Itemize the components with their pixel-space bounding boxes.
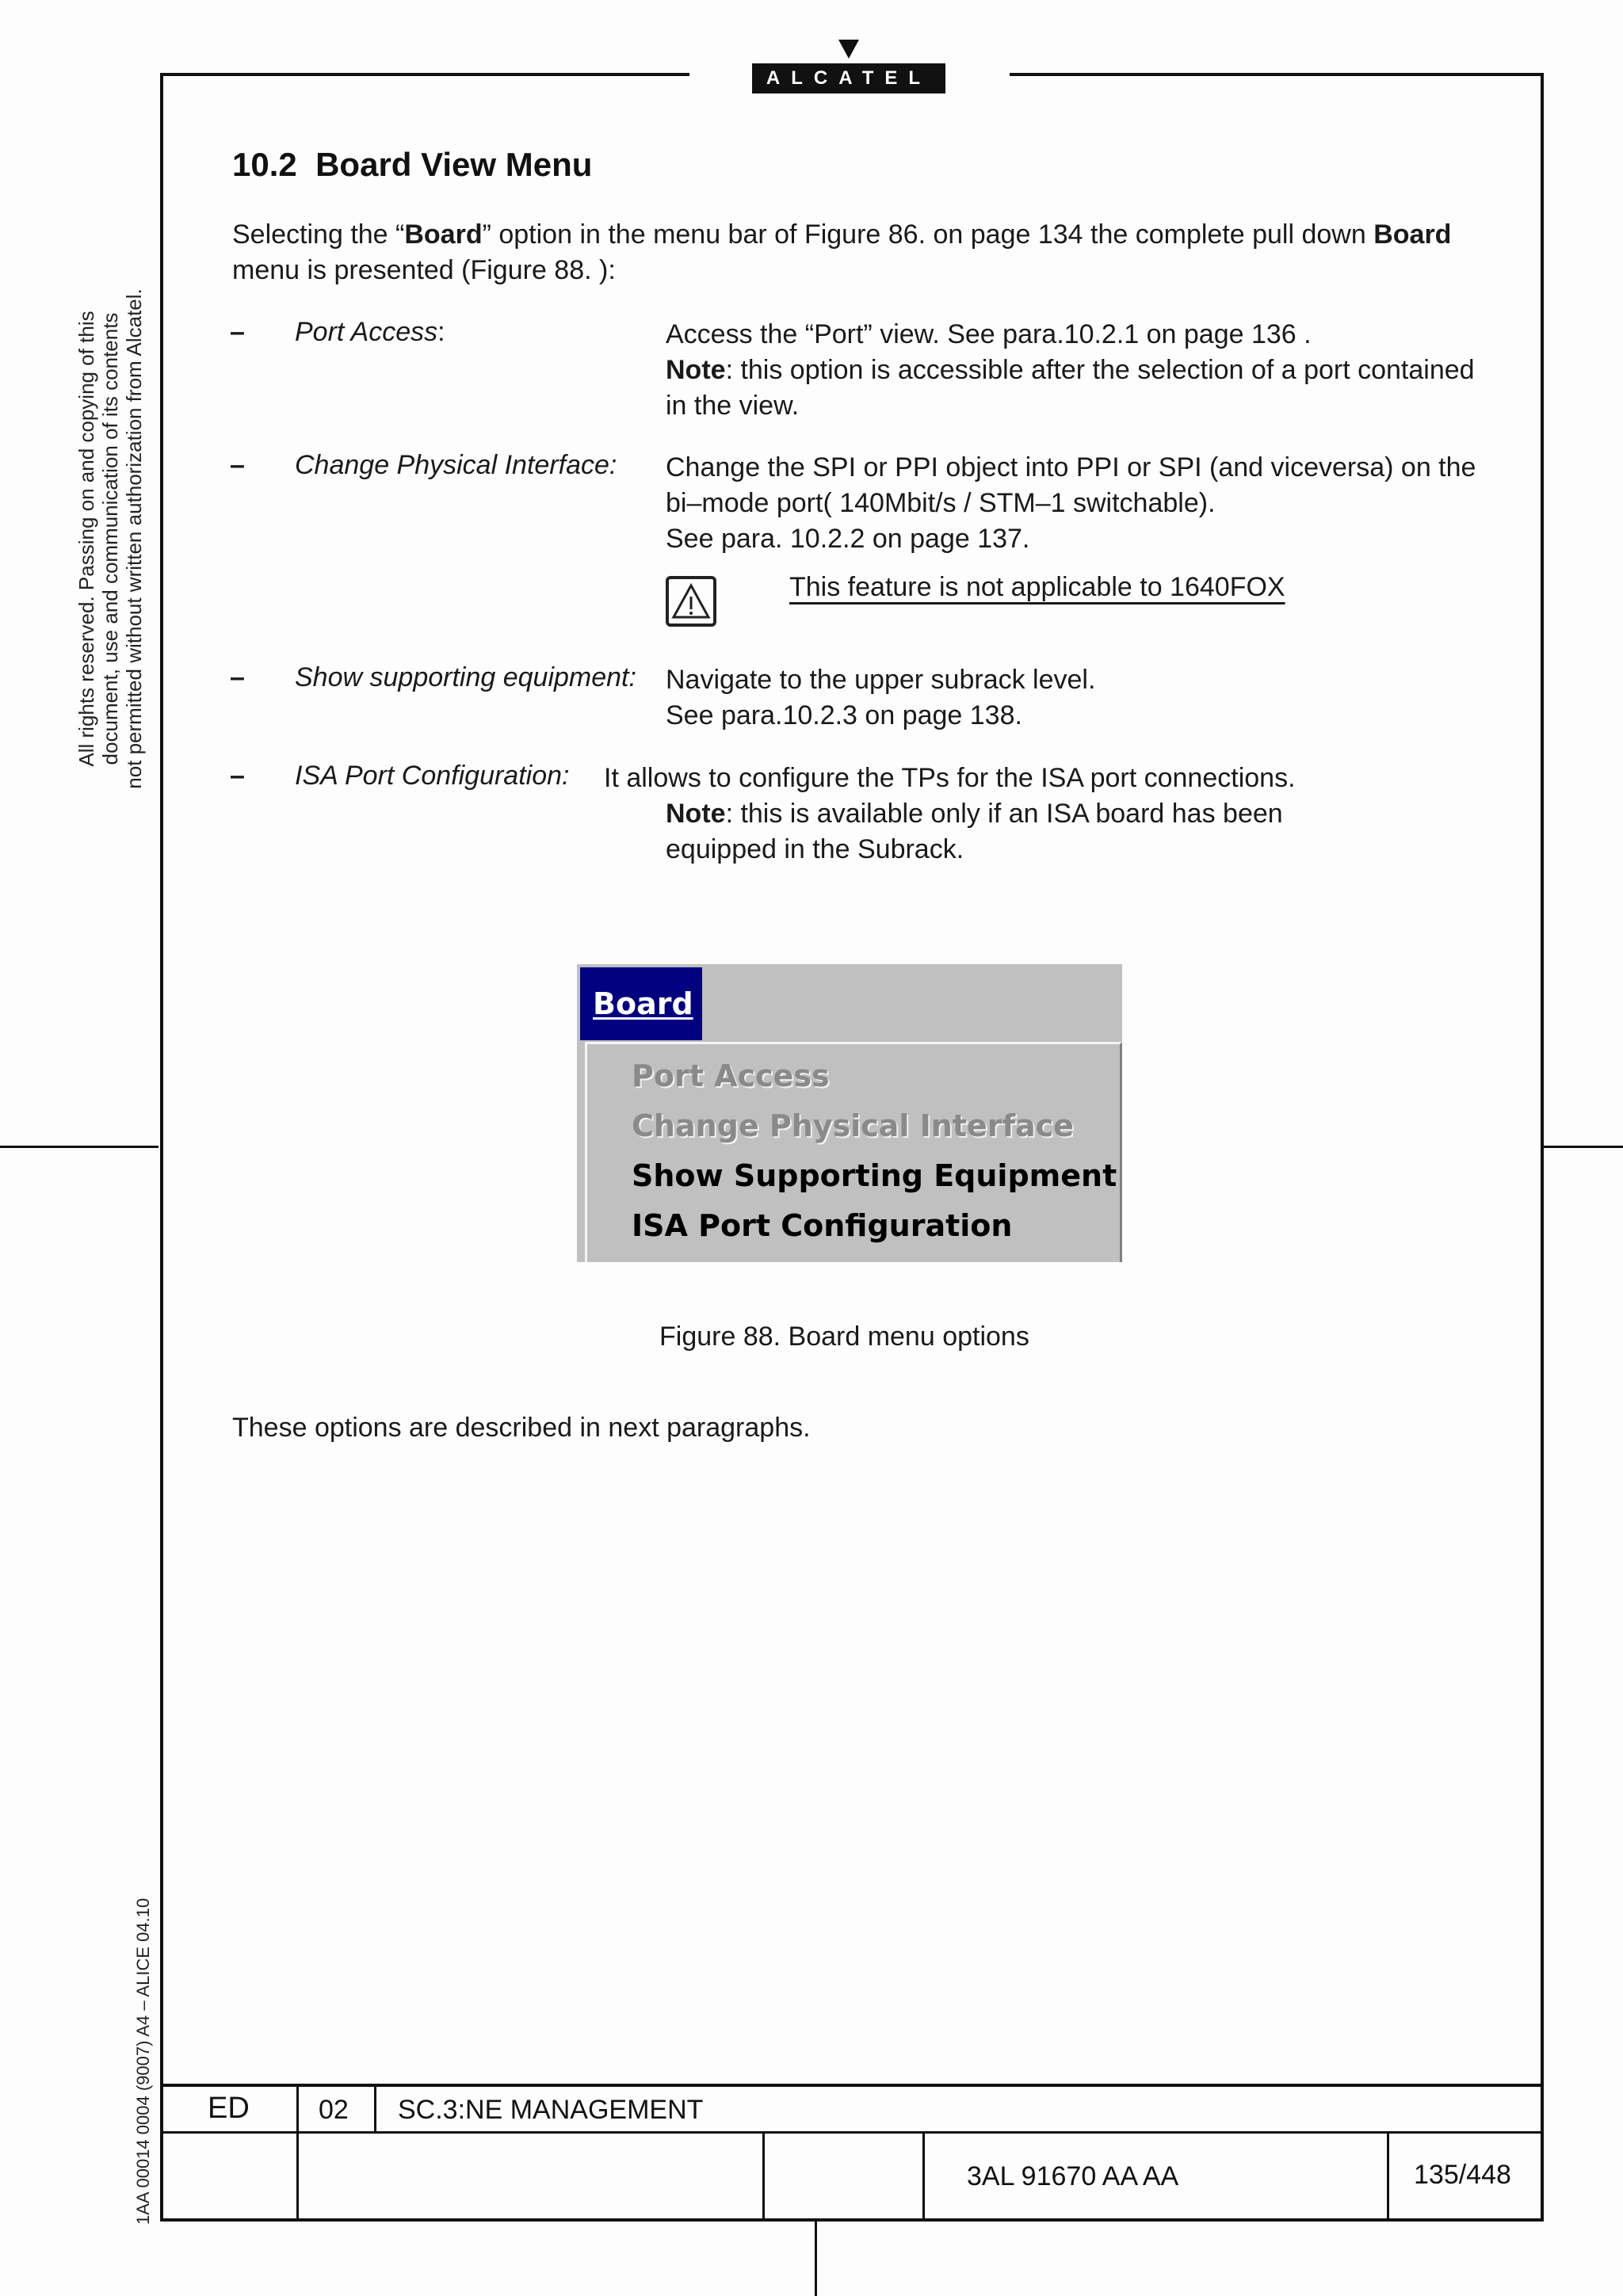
warning-icon: [666, 576, 716, 627]
footer-col-1: [296, 2084, 299, 2220]
margin-mark-left: [0, 1146, 158, 1148]
frame-left: [160, 73, 163, 2222]
rights-notice: All rights reserved. Passing on and copying of this document, use and communication of its contents not permitted without written authorization from Alcatel.: [74, 288, 146, 789]
section-heading: 10.2 Board View Menu: [232, 146, 593, 183]
menu-item-port-access[interactable]: Port Access: [632, 1058, 830, 1093]
logo-triangle-icon: [838, 40, 859, 59]
closing-paragraph: These options are described in next paragraphs.: [232, 1413, 811, 1443]
board-menu-screenshot: [577, 964, 1122, 1262]
warning-text: This feature is not applicable to 1640FOX: [789, 572, 1285, 602]
footer-col-3: [762, 2131, 765, 2220]
menu-item-change-physical-interface[interactable]: Change Physical Interface: [632, 1108, 1074, 1143]
bullet-dash: –: [230, 662, 245, 692]
term-show-supporting-equipment: Show supporting equipment:: [295, 662, 636, 692]
form-code: 1AA 00014 0004 (9007) A4 – ALICE 04.10: [133, 1897, 153, 2225]
menu-title-board[interactable]: Board: [580, 967, 702, 1040]
term-isa-port-configuration: ISA Port Configuration:: [295, 761, 570, 791]
footer-col-4: [922, 2131, 925, 2220]
footer-chapter: SC.3:NE MANAGEMENT: [398, 2095, 704, 2125]
intro-paragraph: Selecting the “Board” option in the menu bar of Figure 86. on page 134 the complete pull down Board menu is presented (Figure 88. ):: [232, 219, 1452, 285]
menu-item-show-supporting-equipment[interactable]: Show Supporting Equipment: [632, 1158, 1117, 1193]
figure-caption: Figure 88. Board menu options: [659, 1322, 1029, 1352]
bullet-dash: –: [230, 450, 245, 480]
frame-top-right: [1010, 73, 1544, 76]
frame-top-left: [160, 73, 689, 76]
term-change-physical-interface: Change Physical Interface:: [295, 450, 617, 480]
footer-top-rule: [160, 2084, 1544, 2087]
footer-ed-value: 02: [319, 2095, 349, 2125]
desc-port-access: Access the “Port” view. See para.10.2.1 on page 136 . Note: this option is accessible after the selection of a port contained in the view.: [666, 319, 1475, 421]
footer-tail: [815, 2220, 817, 2296]
footer-doc-code: 3AL 91670 AA AA: [967, 2161, 1179, 2191]
menu-item-isa-port-configuration[interactable]: ISA Port Configuration: [632, 1208, 1013, 1243]
desc-isa-port-configuration: It allows to configure the TPs for the ISA port connections.: [604, 763, 1296, 793]
desc-show-supporting-equipment: Navigate to the upper subrack level. See para.10.2.3 on page 138.: [666, 665, 1096, 730]
bullet-dash: –: [230, 761, 245, 791]
footer-ed-label: ED: [208, 2092, 250, 2125]
alcatel-logo: ALCATEL: [752, 63, 945, 93]
desc-isa-port-note: Note: this is available only if an ISA board has been equipped in the Subrack.: [666, 799, 1283, 864]
bullet-dash: –: [230, 317, 245, 347]
term-port-access: Port Access:: [295, 317, 445, 347]
footer-col-2: [374, 2084, 376, 2133]
margin-mark-right: [1544, 1146, 1623, 1148]
desc-change-physical-interface: Change the SPI or PPI object into PPI or SPI (and viceversa) on the bi–mode port( 140Mbit/s / STM–1 switchable). See para. 10.2.2 on page 137.: [666, 452, 1476, 554]
footer-mid-rule: [160, 2131, 1544, 2134]
board-dropdown-panel: [585, 1042, 1122, 1262]
footer-page-number: 135/448: [1414, 2160, 1511, 2190]
footer-bottom-rule: [160, 2218, 1544, 2222]
footer-col-5: [1387, 2131, 1389, 2220]
